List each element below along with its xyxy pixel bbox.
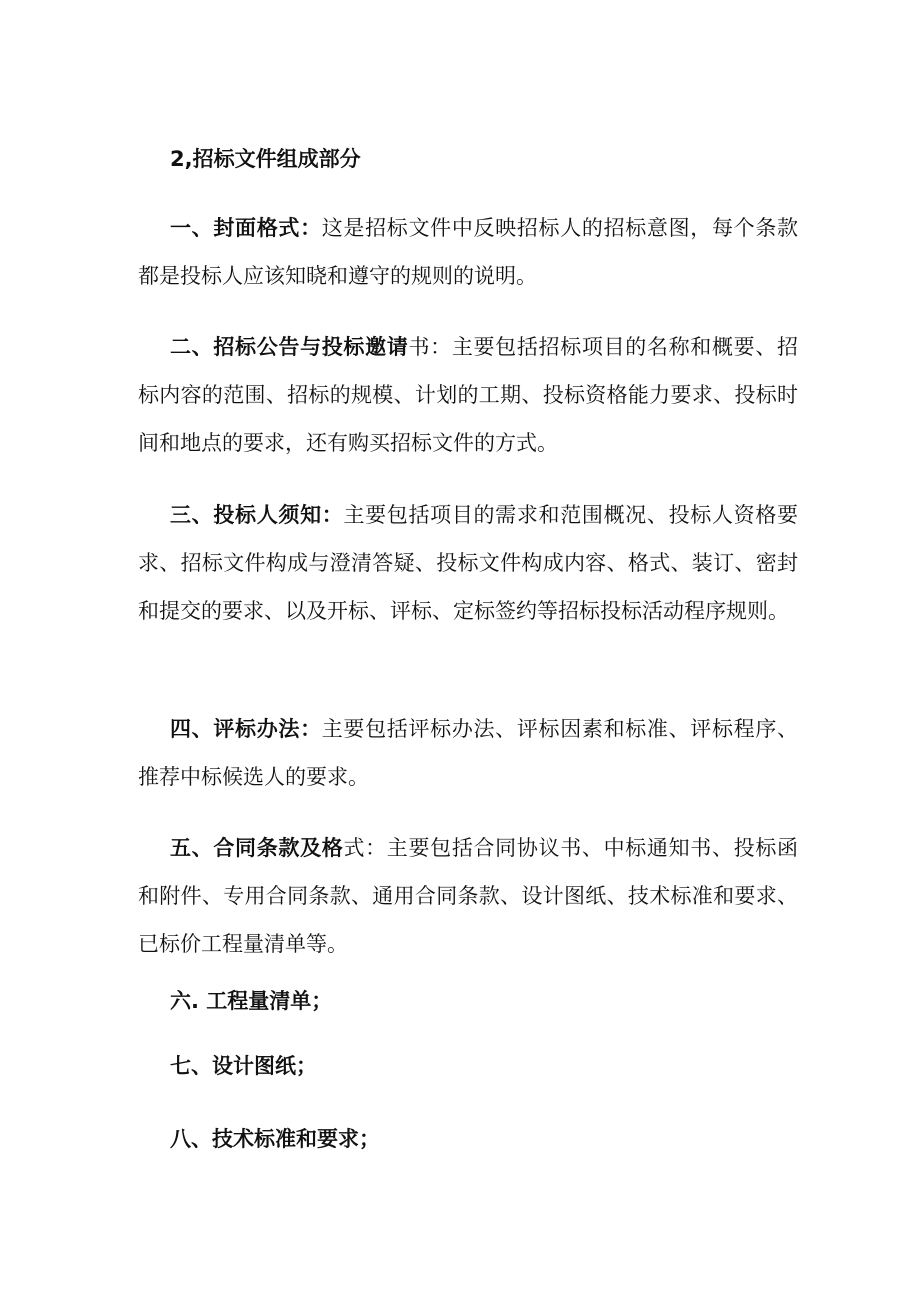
section-body: 书：主要包括招标项目的名称和概要、招标内容的范围、招标的规模、计划的工期、投标资格能力要求、投标时间和地点的要求，还有购买招标文件的方式。 [138,335,799,455]
item-bill-of-quantities: 六. 工程量清单； [170,989,333,1013]
item-technical-standards: 八、技术标准和要求； [170,1127,380,1151]
section-title: 二、招标公告与投标邀请 [170,335,409,359]
section-cover-format [138,204,798,300]
section-evaluation-method [138,705,798,801]
section-body: 这是招标文件中反映招标人的招标意图，每个条款都是投标人应该知晓和遵守的规则的说明。 [138,216,798,288]
section-contract-terms [138,824,798,968]
section-tender-notice [138,323,798,467]
section-bidder-instructions [138,491,798,635]
section-body: 主要包括评标办法、评标因素和标准、评标程序、推荐中标候选人的要求。 [138,717,798,789]
section-title: 四、评标办法： [170,717,322,741]
section-title: 一、封面格式： [170,216,322,240]
section-title: 五、合同条款及格 [170,836,344,860]
item-design-drawings: 七、设计图纸； [170,1054,317,1078]
section-body: 主要包括项目的需求和范围概况、投标人资格要求、招标文件构成与澄清答疑、投标文件构成内容、格式、装订、密封和提交的要求、以及开标、评标、定标签约等招标投标活动程序规则。 [138,503,799,623]
section-title: 三、投标人须知： [170,503,344,527]
section-body: 式：主要包括合同协议书、中标通知书、投标函和附件、专用合同条款、通用合同条款、设计图纸、技术标准和要求、已标价工程量清单等。 [138,836,799,956]
document-heading: 2,招标文件组成部分 [170,147,361,171]
